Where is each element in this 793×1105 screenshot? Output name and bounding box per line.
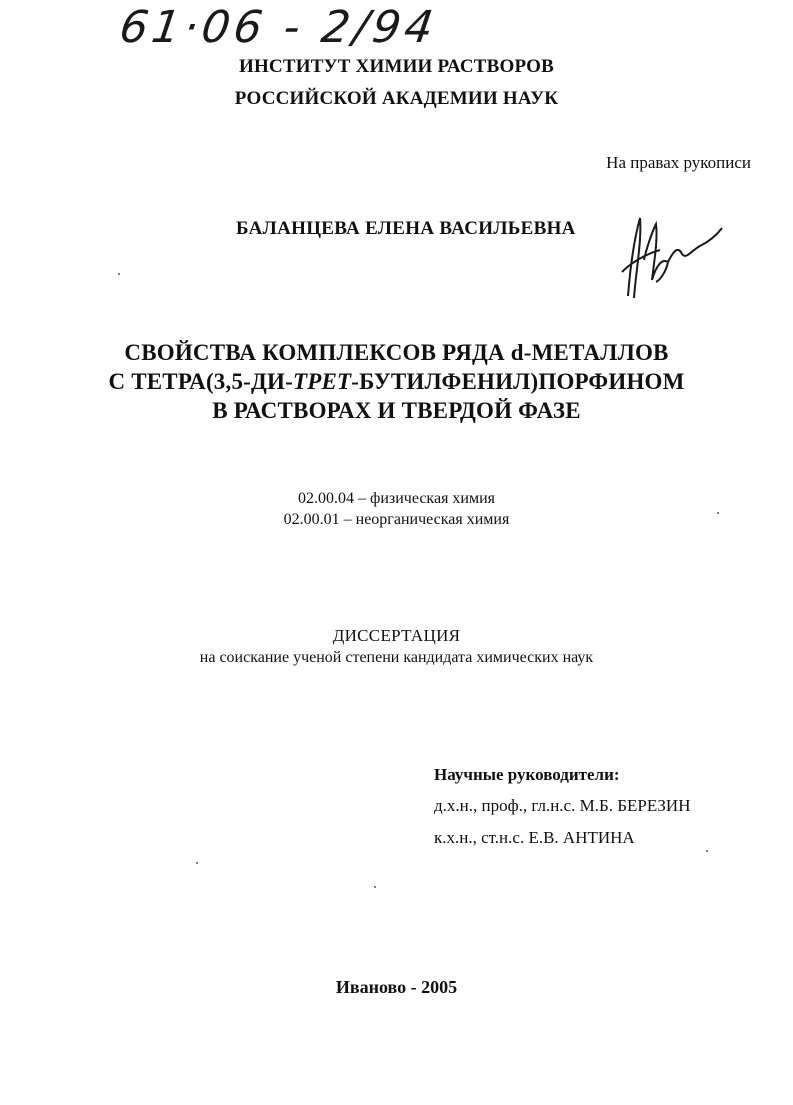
title-line2-suffix: -БУТИЛФЕНИЛ)ПОРФИНОМ <box>351 369 685 394</box>
institute-name-line2: РОССИЙСКОЙ АКАДЕМИИ НАУК <box>234 88 559 109</box>
advisor-antina: к.х.н., ст.н.с. Е.В. АНТИНА <box>434 828 635 847</box>
title-line2-italic: ТРЕТ <box>293 369 352 394</box>
scan-speck <box>374 886 376 888</box>
scan-speck <box>706 850 708 852</box>
title-line2-prefix: С ТЕТРА(3,5-ДИ- <box>108 369 293 394</box>
document-type: ДИССЕРТАЦИЯ <box>332 626 461 645</box>
thesis-title-line3: В РАСТВОРАХ И ТВЕРДОЙ ФАЗЕ <box>212 398 581 423</box>
city-year: Иваново - 2005 <box>335 977 458 997</box>
scan-speck <box>118 273 120 275</box>
advisor-berezin: д.х.н., проф., гл.н.с. М.Б. БЕРЕЗИН <box>434 796 691 815</box>
archive-number-handwritten: 61·06 - 2/94 <box>116 2 441 53</box>
author-name: БАЛАНЦЕВА ЕЛЕНА ВАСИЛЬЕВНА <box>236 218 576 239</box>
degree-description: на соискание ученой степени кандидата химических наук <box>199 649 594 666</box>
specialty-physical-chemistry: 02.00.04 – физическая химия <box>297 490 496 507</box>
advisors-heading: Научные руководители: <box>434 765 620 784</box>
institute-name-line1: ИНСТИТУТ ХИМИИ РАСТВОРОВ <box>238 56 555 77</box>
manuscript-rights-note: На правах рукописи <box>606 153 751 172</box>
thesis-title-line2 <box>0 369 793 395</box>
signature-icon <box>616 210 726 302</box>
scan-speck <box>717 512 719 514</box>
specialty-inorganic-chemistry: 02.00.01 – неорганическая химия <box>283 511 510 528</box>
scan-speck <box>196 862 198 864</box>
thesis-title-line1: СВОЙСТВА КОМПЛЕКСОВ РЯДА d-МЕТАЛЛОВ <box>124 340 669 365</box>
